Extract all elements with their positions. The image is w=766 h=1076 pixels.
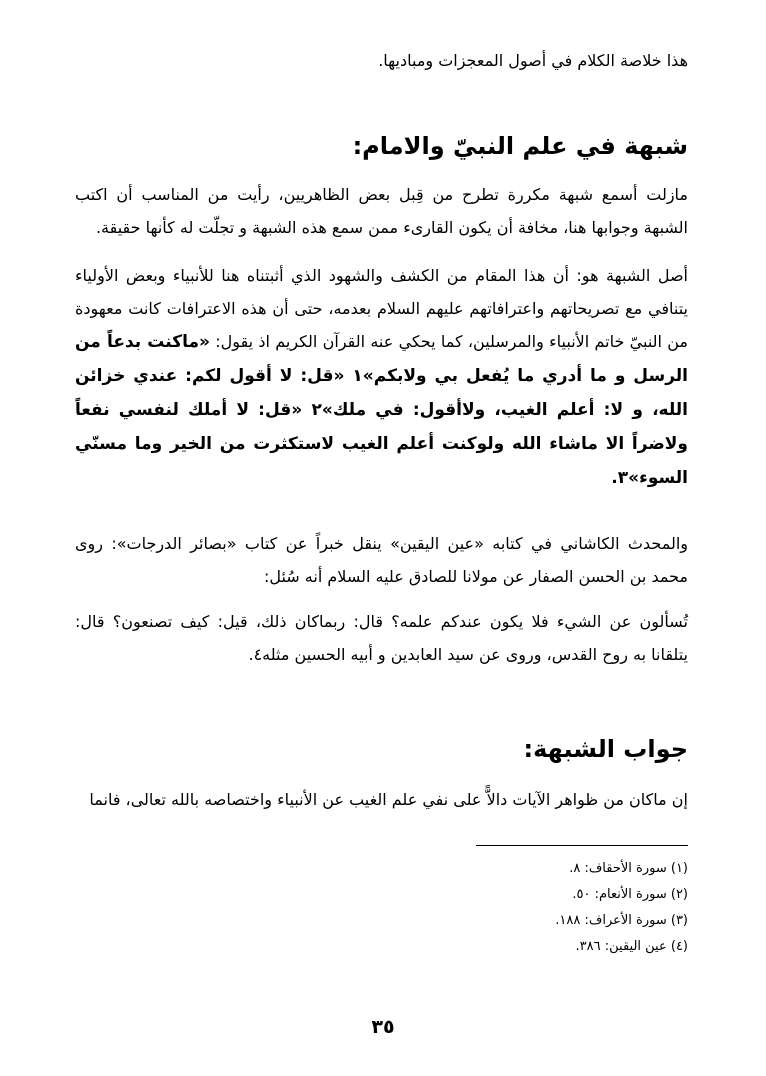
paragraph-hadith: تُسألون عن الشيء فلا يكون عندكم علمه؟ قال: ربماكان ذلك، قيل: كيف تصنعون؟ قال: يتلقانا به روح القدس، وروى عن سيد العابدين و أبيه الحسين مثله٤. [75,612,688,664]
section-heading-shubha: شبهة في علم النبيّ والامام: [352,132,688,160]
quran-quotes: «ماكنت بدعاً من الرسل و ما أدري ما يُفعل بي ولابكم»١ «قل: لا أقول لكم: عندي خزائن الله، و لا: أعلم الغيب، ولاأقول: في ملك»٢ «قل: لا أملك لنفسي نفعاً ولاضراً الا ماشاء الله ولوكنت أعلم الغيب لاستكثرت من الخير وما مسنّي السوء»٣. [75,332,688,488]
paragraph-answer: إن ماكان من ظواهر الآيات دالاًّ على نفي علم الغيب عن الأنبياء واختصاصه بالله تعالى، فانما [89,790,688,809]
footnote-item: (٢) سورة الأنعام: ٥٠. [572,887,688,902]
page-number: ٣٥ [371,1016,395,1038]
footnote-list [555,856,688,960]
section-heading-answer: جواب الشبهة: [523,735,688,763]
top-line: هذا خلاصة الكلام في أصول المعجزات ومباديها. [378,51,688,70]
paragraph-intro: مازلت أسمع شبهة مكررة تطرح من قِبل بعض الظاهريين، رأيت من المناسب أن اكتب الشبهة وجوابها هنا، مخافة أن يكون القارىء ممن سمع هذه الشبهة و تجلّت له كأنها حقيقة. [75,185,688,237]
shubha-origin-text: أصل الشبهة هو: أن هذا المقام من الكشف والشهود الذي أثبتناه هنا للأنبياء وبعض الأولياء يتنافي مع تصريحاتهم واعترافاتهم عليهم السلام بعدمه، حتى أن هذه الاعترافات كانت معهودة من النبيّ خاتم الأنبياء والمرسلين، كما يحكي عنه القرآن الكريم اذ يقول: [75,266,689,351]
footnote-item: (٣) سورة الأعراف: ١٨٨. [555,913,688,928]
paragraph-shubha-origin [75,259,688,495]
footnote-item: (١) سورة الأحقاف: ٨. [569,861,688,876]
footnote-item: (٤) عين اليقين: ٣٨٦. [575,939,688,954]
paragraph-kashani: والمحدث الكاشاني في كتابه «عين اليقين» ينقل خبراً عن كتاب «بصائر الدرجات»: روى محمد بن الحسن الصفار عن مولانا للصادق عليه السلام أنه سُئل: [75,534,688,586]
footnote-rule [476,845,688,846]
